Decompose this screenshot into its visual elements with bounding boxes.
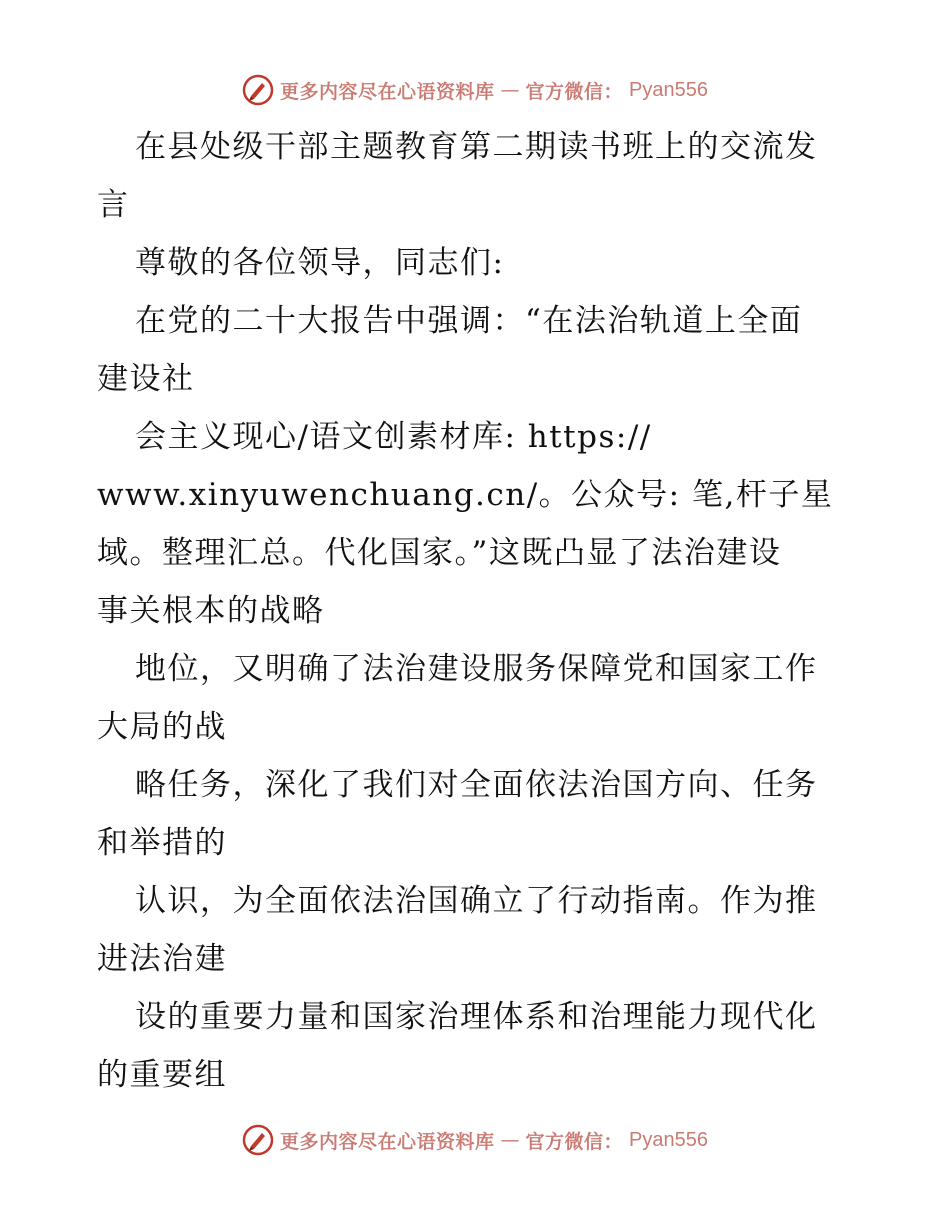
text-line: 在县处级干部主题教育第二期读书班上的交流发 [135, 129, 818, 165]
text-line: 和举措的 [97, 825, 227, 861]
watermark-official-label: 官方微信： [525, 80, 624, 103]
text-line: 的重要组 [97, 1057, 227, 1093]
text-line: 尊敬的各位领导，同志们: [135, 245, 505, 281]
document-body [97, 118, 857, 1104]
text-line: 在党的二十大报告中强调：“在法治轨道上全面 [135, 303, 803, 339]
watermark-id: Pyan556 [629, 78, 708, 101]
text-line: 大局的战 [97, 709, 227, 745]
text-line: 建设社 [97, 361, 195, 397]
watermark-id: Pyan556 [629, 1128, 708, 1151]
text-line: 事关根本的战略 [97, 593, 325, 629]
watermark-text: 更多内容尽在心语资料库 [280, 1130, 495, 1153]
watermark-text: 更多内容尽在心语资料库 [280, 80, 495, 103]
footer-watermark [0, 1120, 950, 1160]
header-watermark [0, 70, 950, 110]
pen-logo-icon [242, 74, 274, 106]
watermark-separator: — [500, 79, 520, 101]
text-line: 进法治建 [97, 941, 227, 977]
text-line: 域。整理汇总。代化国家。”这既凸显了法治建设 [97, 535, 782, 571]
text-line: 略任务，深化了我们对全面依法治国方向、任务 [135, 767, 818, 803]
watermark-official-label: 官方微信： [525, 1130, 624, 1153]
text-line: 认识，为全面依法治国确立了行动指南。作为推 [135, 883, 818, 919]
text-line: 设的重要力量和国家治理体系和治理能力现代化 [135, 999, 818, 1035]
text-line: 会主义现心/语文创素材库: https:// [135, 419, 652, 455]
watermark-separator: — [500, 1129, 520, 1151]
text-line: 言 [97, 187, 130, 223]
text-line: www.xinyuwenchuang.cn/。公众号: 笔,杆子星 [97, 477, 834, 513]
text-line: 地位，又明确了法治建设服务保障党和国家工作 [135, 651, 818, 687]
pen-logo-icon [242, 1124, 274, 1156]
